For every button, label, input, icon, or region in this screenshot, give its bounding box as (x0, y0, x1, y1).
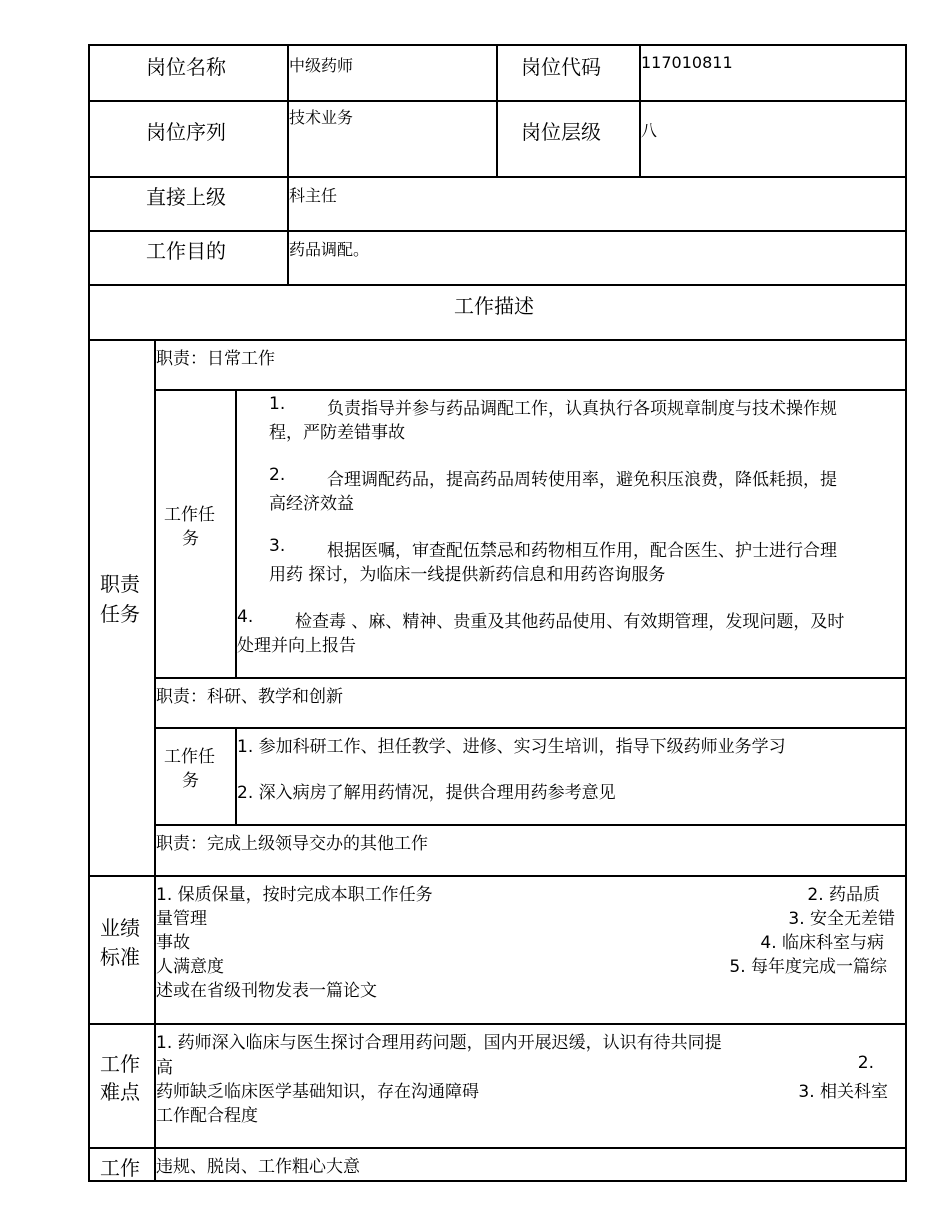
performance-left-line: 事故 (156, 933, 190, 953)
performance-left-line: 人满意度 (156, 957, 224, 977)
superior-value: 科主任 (289, 186, 338, 205)
duty1-task-1-line2: 程，严防差错事故 (269, 423, 405, 443)
description-title: 工作描述 (454, 294, 534, 318)
duty1-task-4-line1: 检查毒 、麻、精神、贵重及其他药品使用、有效期管理，发现问题，及时 (295, 612, 845, 632)
duty1-task-3-num: 3. (269, 536, 286, 556)
duty1-task-label-line2: 务 (182, 529, 199, 549)
difficulty-left-line: 高 (156, 1058, 173, 1078)
duty1-title: 职责：日常工作 (156, 349, 275, 369)
difficulty-right-line: 3. 相关科室 (798, 1082, 888, 1102)
performance-left-line: 1. 保质保量，按时完成本职工作任务 (156, 885, 433, 905)
duty3-title: 职责：完成上级领导交办的其他工作 (156, 834, 428, 854)
superior-label: 直接上级 (146, 185, 226, 209)
duty1-task-2-line2: 高经济效益 (269, 494, 354, 514)
performance-right-line: 4. 临床科室与病 (760, 933, 884, 953)
duty1-task-1-num: 1. (269, 394, 286, 414)
difficulty-label-line2: 难点 (100, 1080, 140, 1104)
performance-label-line1: 业绩 (100, 916, 140, 940)
duty2-title: 职责：科研、教学和创新 (156, 687, 343, 707)
duty1-task-4-line2: 处理并向上报告 (237, 636, 356, 656)
difficulty-left-line: 工作配合程度 (156, 1106, 258, 1126)
last-row-label: 工作 (100, 1156, 140, 1180)
post-name-label: 岗位名称 (146, 55, 226, 79)
post-series-value: 技术业务 (289, 108, 354, 127)
duty2-task-2: 2. 深入病房了解用药情况，提供合理用药参考意见 (237, 783, 616, 803)
post-code-value: 117010811 (641, 53, 733, 72)
performance-right-line: 2. 药品质 (807, 885, 880, 905)
duty2-task-label-line2: 务 (182, 771, 199, 791)
performance-left-line: 量管理 (156, 909, 207, 929)
duties-label-line2: 任务 (100, 602, 140, 626)
duty1-task-2-num: 2. (269, 465, 286, 485)
difficulty-left-line: 1. 药师深入临床与医生探讨合理用药问题，国内开展迟缓，认识有待共同提 (156, 1033, 722, 1053)
difficulty-label-line1: 工作 (100, 1052, 140, 1076)
post-level-value: 八 (641, 121, 658, 140)
duty1-task-2-line1: 合理调配药品，提高药品周转使用率，避免积压浪费，降低耗损，提 (327, 470, 837, 490)
purpose-label: 工作目的 (146, 239, 226, 263)
difficulty-right-line: 2. (857, 1053, 874, 1073)
purpose-value: 药品调配。 (289, 240, 370, 259)
duty2-task-label-line1: 工作任 (164, 747, 215, 767)
performance-label-line2: 标准 (100, 945, 140, 969)
duty1-task-3-line2: 用药 探讨，为临床一线提供新药信息和用药咨询服务 (269, 565, 666, 585)
duty2-task-1: 1. 参加科研工作、担任教学、进修、实习生培训，指导下级药师业务学习 (237, 737, 786, 757)
post-level-label: 岗位层级 (521, 120, 601, 144)
last-row-value: 违规、脱岗、工作粗心大意 (156, 1157, 360, 1177)
post-code-label: 岗位代码 (521, 55, 601, 79)
difficulty-left-line: 药师缺乏临床医学基础知识，存在沟通障碍 (156, 1082, 479, 1102)
performance-right-line: 3. 安全无差错 (788, 909, 895, 929)
duty1-task-label-line1: 工作任 (164, 505, 215, 525)
duty1-task-3-line1: 根据医嘱，审查配伍禁忌和药物相互作用，配合医生、护士进行合理 (327, 541, 837, 561)
duty1-task-1-line1: 负责指导并参与药品调配工作，认真执行各项规章制度与技术操作规 (327, 399, 837, 419)
post-name-value: 中级药师 (289, 56, 354, 75)
performance-left-line: 述或在省级刊物发表一篇论文 (156, 981, 377, 1001)
duty1-task-4-num: 4. (237, 607, 254, 627)
performance-right-line: 5. 每年度完成一篇综 (729, 957, 887, 977)
post-series-label: 岗位序列 (146, 120, 226, 144)
duties-label-line1: 职责 (100, 572, 140, 596)
